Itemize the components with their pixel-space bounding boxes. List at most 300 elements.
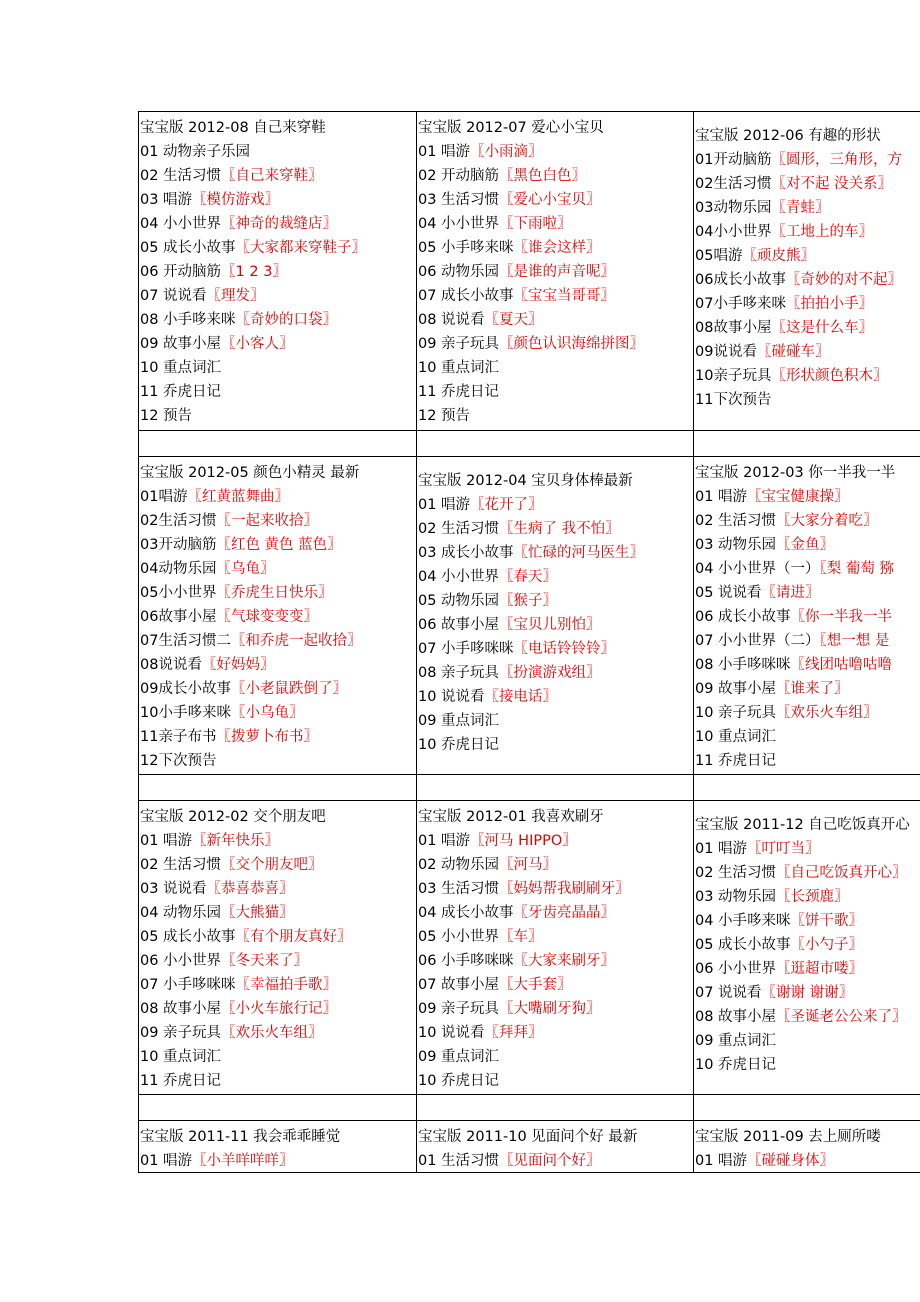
segment-label: 02 生活习惯	[695, 865, 777, 881]
list-item	[418, 733, 693, 757]
list-item	[695, 725, 920, 749]
episode-cell	[694, 1121, 920, 1173]
episode-title: 宝宝版 2011-11 我会乖乖睡觉	[140, 1129, 341, 1145]
segment-label: 02 生活习惯	[140, 857, 222, 873]
spacer-row	[139, 431, 920, 457]
segment-label: 04动物乐园	[140, 561, 217, 577]
segment-label: 09 重点词汇	[418, 713, 500, 729]
segment-item: 〖小老鼠跌倒了〗	[230, 681, 347, 697]
segment-item: 〖大家分着吃〗	[776, 513, 878, 529]
segment-item: 〖黑色白色〗	[499, 168, 587, 184]
list-item	[695, 701, 920, 725]
segment-label: 05 成长小故事	[140, 240, 236, 256]
list-item	[695, 749, 920, 773]
list-item	[418, 925, 693, 949]
list-item	[418, 356, 693, 380]
list-item	[140, 949, 416, 973]
list-item	[695, 885, 920, 909]
list-item	[140, 853, 416, 877]
segment-item: 〖碰碰车〗	[756, 344, 830, 360]
segment-label: 06 成长小故事	[695, 609, 791, 625]
segment-label: 01 唱游	[695, 841, 748, 857]
list-item	[695, 1053, 920, 1077]
list-item	[418, 517, 693, 541]
segment-label: 09 重点词汇	[695, 1033, 777, 1049]
list-item	[695, 292, 920, 316]
segment-label: 01 动物亲子乐园	[140, 144, 251, 160]
segment-item: 〖新年快乐〗	[192, 833, 280, 849]
list-item	[695, 388, 920, 412]
segment-item: 〖扮演游戏组〗	[499, 665, 601, 681]
segment-item: 〖气球变变变〗	[216, 609, 318, 625]
segment-label: 11下次预告	[695, 392, 772, 408]
list-item	[140, 877, 416, 901]
list-item	[418, 997, 693, 1021]
segment-item: 〖大家来刷牙〗	[513, 953, 616, 969]
segment-label: 12 预告	[140, 408, 193, 424]
segment-item: 〖圆形，三角形，方	[771, 152, 902, 168]
list-item	[695, 148, 920, 172]
segment-item: 〖1 2 3〗	[221, 264, 287, 280]
list-item	[418, 1021, 693, 1045]
list-item	[695, 172, 920, 196]
empty-cell	[694, 775, 920, 801]
segment-item: 〖乔虎生日快乐〗	[216, 585, 333, 601]
segment-item: 〖河马 HIPPO〗	[470, 833, 577, 849]
segment-label: 01 唱游	[140, 833, 193, 849]
list-item	[695, 605, 920, 629]
segment-label: 12下次预告	[140, 753, 217, 769]
episode-cell	[417, 457, 694, 775]
segment-label: 10 重点词汇	[695, 729, 777, 745]
segment-label: 05 说说看	[695, 585, 762, 601]
list-item	[140, 140, 416, 164]
list-item	[418, 565, 693, 589]
spacer-row	[139, 775, 920, 801]
segment-item: 〖幸福拍手歌〗	[235, 977, 338, 993]
segment-item: 〖小勺子〗	[790, 937, 864, 953]
segment-item: 〖河马〗	[499, 857, 558, 873]
segment-item: 〖对不起 没关系〗	[771, 176, 893, 192]
segment-item: 〖忙碌的河马医生〗	[513, 545, 645, 561]
segment-label: 04 小小世界	[418, 569, 500, 585]
list-item	[418, 901, 693, 925]
segment-label: 09 故事小屋	[140, 336, 222, 352]
segment-label: 01开动脑筋	[695, 152, 772, 168]
list-item	[140, 308, 416, 332]
segment-label: 11 乔虎日记	[418, 384, 500, 400]
list-item	[418, 1045, 693, 1069]
segment-label: 05唱游	[695, 248, 743, 264]
table-row	[139, 457, 920, 775]
segment-item: 〖有个朋友真好〗	[235, 929, 352, 945]
list-item	[418, 404, 693, 428]
segment-label: 03 动物乐园	[695, 889, 777, 905]
segment-item: 〖谁会这样〗	[513, 240, 601, 256]
segment-label: 10 说说看	[418, 689, 485, 705]
segment-label: 08 故事小屋	[695, 1009, 777, 1025]
segment-label: 01唱游	[140, 489, 188, 505]
segment-item: 〖请进〗	[761, 585, 820, 601]
list-item	[140, 629, 416, 653]
segment-label: 06 动物乐园	[418, 264, 500, 280]
segment-label: 10 重点词汇	[140, 360, 222, 376]
segment-item: 〖欢乐火车组〗	[776, 705, 878, 721]
segment-item: 〖一起来收拾〗	[216, 513, 318, 529]
segment-label: 07 小手哆咪咪	[140, 977, 236, 993]
empty-cell	[139, 431, 417, 457]
list-item	[140, 653, 416, 677]
segment-label: 04小小世界	[695, 224, 772, 240]
list-item	[695, 933, 920, 957]
segment-item: 〖奇妙的口袋〗	[235, 312, 338, 328]
segment-label: 01 唱游	[140, 1153, 193, 1169]
segment-label: 01 唱游	[418, 497, 471, 513]
segment-label: 02生活习惯	[695, 176, 772, 192]
segment-item: 〖车〗	[499, 929, 543, 945]
segment-label: 08 小手哆咪咪	[695, 657, 791, 673]
segment-item: 〖电话铃铃铃〗	[513, 641, 616, 657]
list-item	[418, 380, 693, 404]
list-item	[695, 677, 920, 701]
list-item	[140, 605, 416, 629]
segment-item: 〖逛超市喽〗	[776, 961, 864, 977]
list-item	[140, 485, 416, 509]
segment-item: 〖拜拜〗	[484, 1025, 543, 1041]
segment-label: 04 小手哆来咪	[695, 913, 791, 929]
list-item	[695, 316, 920, 340]
segment-label: 02 开动脑筋	[418, 168, 500, 184]
segment-label: 10亲子玩具	[695, 368, 772, 384]
list-item	[695, 629, 920, 653]
segment-label: 01 唱游	[418, 144, 471, 160]
segment-label: 01 唱游	[418, 833, 471, 849]
list-item	[695, 364, 920, 388]
segment-label: 06成长小故事	[695, 272, 786, 288]
segment-item: 〖谢谢 谢谢〗	[761, 985, 854, 1001]
segment-label: 03 唱游	[140, 192, 193, 208]
list-item	[695, 268, 920, 292]
segment-label: 10 乔虎日记	[418, 1073, 500, 1089]
list-item	[140, 901, 416, 925]
segment-label: 03 说说看	[140, 881, 207, 897]
episode-cell	[417, 112, 694, 431]
list-item	[418, 541, 693, 565]
empty-cell	[417, 431, 694, 457]
episode-title: 宝宝版 2011-09 去上厕所喽	[695, 1129, 881, 1145]
list-item	[140, 212, 416, 236]
segment-item: 〖宝宝当哥哥〗	[513, 288, 616, 304]
segment-item: 〖小乌龟〗	[230, 705, 304, 721]
list-item	[418, 1149, 693, 1173]
table-row	[139, 112, 920, 431]
segment-label: 10 乔虎日记	[695, 1057, 777, 1073]
segment-label: 07 小小世界（二）	[695, 633, 820, 649]
segment-item: 〖谁来了〗	[776, 681, 849, 697]
segment-label: 02 生活习惯	[418, 521, 500, 537]
segment-label: 02 生活习惯	[140, 168, 222, 184]
list-item	[140, 581, 416, 605]
segment-label: 03动物乐园	[695, 200, 772, 216]
segment-item: 〖生病了 我不怕〗	[499, 521, 620, 537]
list-item	[418, 212, 693, 236]
list-item	[418, 589, 693, 613]
segment-item: 〖叮叮当〗	[747, 841, 820, 857]
list-item	[418, 308, 693, 332]
episode-cell	[139, 801, 417, 1095]
list-item	[140, 1069, 416, 1093]
list-item	[695, 340, 920, 364]
segment-label: 11 乔虎日记	[140, 1073, 222, 1089]
list-item	[140, 725, 416, 749]
list-item	[140, 749, 416, 773]
segment-item: 〖这是什么车〗	[771, 320, 873, 336]
list-item	[695, 244, 920, 268]
segment-label: 09 亲子玩具	[140, 1025, 222, 1041]
segment-label: 07 说说看	[695, 985, 762, 1001]
segment-label: 07 故事小屋	[418, 977, 500, 993]
segment-label: 03开动脑筋	[140, 537, 217, 553]
segment-item: 〖拨萝卜布书〗	[216, 729, 318, 745]
segment-item: 〖夏天〗	[484, 312, 543, 328]
list-item	[140, 188, 416, 212]
list-item	[418, 236, 693, 260]
segment-label: 05 动物乐园	[418, 593, 500, 609]
list-item	[140, 557, 416, 581]
list-item	[140, 380, 416, 404]
list-item	[140, 701, 416, 725]
segment-item: 〖红色 黄色 蓝色〗	[216, 537, 342, 553]
episode-cell	[694, 801, 920, 1095]
segment-item: 〖交个朋友吧〗	[221, 857, 323, 873]
segment-label: 09 亲子玩具	[418, 336, 500, 352]
segment-item: 〖小客人〗	[221, 336, 294, 352]
list-item	[140, 284, 416, 308]
segment-item: 〖春天〗	[499, 569, 558, 585]
list-item	[140, 1149, 416, 1173]
list-item	[418, 853, 693, 877]
segment-item: 〖小羊咩咩咩〗	[192, 1153, 294, 1169]
segment-item: 〖拍拍小手〗	[785, 296, 873, 312]
segment-label: 04 小小世界	[418, 216, 500, 232]
list-item	[140, 925, 416, 949]
segment-label: 11亲子布书	[140, 729, 217, 745]
segment-item: 〖小雨滴〗	[470, 144, 543, 160]
episode-title: 宝宝版 2012-01 我喜欢刷牙	[418, 809, 604, 825]
list-item	[418, 949, 693, 973]
segment-item: 〖是谁的声音呢〗	[499, 264, 616, 280]
list-item	[695, 533, 920, 557]
segment-item: 〖大嘴刷牙狗〗	[499, 1001, 601, 1017]
segment-label: 03 动物乐园	[695, 537, 777, 553]
segment-label: 08 说说看	[418, 312, 485, 328]
list-item	[418, 877, 693, 901]
segment-item: 〖圣诞老公公来了〗	[776, 1009, 907, 1025]
table-row	[139, 801, 920, 1095]
segment-item: 〖冬天来了〗	[221, 953, 309, 969]
list-item	[140, 1021, 416, 1045]
segment-item: 〖和乔虎一起收拾〗	[230, 633, 362, 649]
list-item	[695, 653, 920, 677]
segment-item: 〖红黄蓝舞曲〗	[187, 489, 289, 505]
segment-item: 〖神奇的裁缝店〗	[221, 216, 338, 232]
list-item	[140, 164, 416, 188]
list-item	[418, 829, 693, 853]
list-item	[418, 613, 693, 637]
segment-label: 09成长小故事	[140, 681, 231, 697]
episode-title: 宝宝版 2011-10 见面问个好 最新	[418, 1129, 638, 1145]
segment-label: 08说说看	[140, 657, 202, 673]
segment-item: 〖大家都来穿鞋子〗	[235, 240, 367, 256]
segment-item: 〖乌龟〗	[216, 561, 275, 577]
segment-item: 〖见面问个好〗	[499, 1153, 601, 1169]
segment-item: 〖牙齿亮晶晶〗	[513, 905, 616, 921]
list-item	[140, 677, 416, 701]
segment-item: 〖大手套〗	[499, 977, 572, 993]
segment-label: 05 小小世界	[418, 929, 500, 945]
segment-label: 02生活习惯	[140, 513, 217, 529]
segment-item: 〖自己来穿鞋〗	[221, 168, 323, 184]
list-item	[418, 709, 693, 733]
segment-label: 05 小手哆来咪	[418, 240, 514, 256]
segment-label: 10小手哆来咪	[140, 705, 231, 721]
segment-item: 〖小火车旅行记〗	[221, 1001, 338, 1017]
empty-cell	[139, 775, 417, 801]
segment-label: 07 成长小故事	[418, 288, 514, 304]
segment-label: 02 动物乐园	[418, 857, 500, 873]
list-item	[418, 973, 693, 997]
segment-label: 09说说看	[695, 344, 757, 360]
schedule-table	[138, 111, 920, 1173]
list-item	[695, 1005, 920, 1029]
segment-label: 04 小小世界（一）	[695, 561, 820, 577]
list-item	[695, 909, 920, 933]
segment-label: 01 生活习惯	[418, 1153, 500, 1169]
segment-label: 09 亲子玩具	[418, 1001, 500, 1017]
list-item	[695, 557, 920, 581]
segment-item: 〖长颈鹿〗	[776, 889, 849, 905]
segment-label: 09 重点词汇	[418, 1049, 500, 1065]
episode-cell	[417, 1121, 694, 1173]
list-item	[695, 485, 920, 509]
segment-label: 10 重点词汇	[418, 360, 500, 376]
episode-cell	[694, 112, 920, 431]
segment-item: 〖青蛙〗	[771, 200, 830, 216]
list-item	[140, 509, 416, 533]
list-item	[695, 981, 920, 1005]
segment-label: 10 亲子玩具	[695, 705, 777, 721]
segment-label: 05 成长小故事	[695, 937, 791, 953]
segment-item: 〖花开了〗	[470, 497, 543, 513]
episode-title: 宝宝版 2012-05 颜色小精灵 最新	[140, 465, 360, 481]
segment-item: 〖爱心小宝贝〗	[499, 192, 601, 208]
segment-label: 04 小小世界	[140, 216, 222, 232]
segment-label: 02 生活习惯	[695, 513, 777, 529]
segment-label: 11 乔虎日记	[140, 384, 222, 400]
list-item	[695, 509, 920, 533]
segment-item: 〖你一半我一半	[790, 609, 893, 625]
segment-label: 11 乔虎日记	[695, 753, 777, 769]
segment-item: 〖奇妙的对不起〗	[785, 272, 902, 288]
segment-item: 〖好妈妈〗	[201, 657, 275, 673]
empty-cell	[417, 775, 694, 801]
segment-item: 〖颜色认识海绵拼图〗	[499, 336, 645, 352]
segment-label: 06 小小世界	[140, 953, 222, 969]
segment-item: 〖碰碰身体〗	[747, 1153, 835, 1169]
segment-label: 03 生活习惯	[418, 881, 500, 897]
list-item	[140, 404, 416, 428]
episode-title: 宝宝版 2012-08 自己来穿鞋	[140, 120, 326, 136]
episode-cell	[139, 112, 417, 431]
list-item	[695, 196, 920, 220]
segment-item: 〖模仿游戏〗	[192, 192, 280, 208]
segment-label: 07小手哆来咪	[695, 296, 786, 312]
list-item	[140, 332, 416, 356]
episode-cell	[417, 801, 694, 1095]
segment-item: 〖梨 葡萄 猕	[819, 561, 895, 577]
segment-label: 08故事小屋	[695, 320, 772, 336]
list-item	[418, 332, 693, 356]
spacer-row	[139, 1095, 920, 1121]
empty-cell	[139, 1095, 417, 1121]
segment-label: 08 亲子玩具	[418, 665, 500, 681]
segment-label: 04 动物乐园	[140, 905, 222, 921]
segment-label: 03 成长小故事	[418, 545, 514, 561]
list-item	[418, 188, 693, 212]
segment-label: 10 说说看	[418, 1025, 485, 1041]
episode-title: 宝宝版 2012-04 宝贝身体棒最新	[418, 473, 633, 489]
list-item	[418, 685, 693, 709]
segment-item: 〖宝宝健康操〗	[747, 489, 849, 505]
segment-label: 06故事小屋	[140, 609, 217, 625]
segment-item: 〖形状颜色积木〗	[771, 368, 888, 384]
segment-item: 〖顽皮熊〗	[742, 248, 815, 264]
episode-title: 宝宝版 2011-12 自己吃饭真开心	[695, 817, 910, 833]
list-item	[140, 260, 416, 284]
segment-label: 08 故事小屋	[140, 1001, 222, 1017]
list-item	[418, 284, 693, 308]
segment-item: 〖猴子〗	[499, 593, 558, 609]
segment-item: 〖理发〗	[206, 288, 265, 304]
list-item	[418, 164, 693, 188]
list-item	[418, 1069, 693, 1093]
segment-label: 06 开动脑筋	[140, 264, 222, 280]
list-item	[695, 957, 920, 981]
list-item	[695, 861, 920, 885]
list-item	[140, 997, 416, 1021]
episode-title: 宝宝版 2012-06 有趣的形状	[695, 128, 881, 144]
list-item	[695, 837, 920, 861]
segment-item: 〖饼干歌〗	[790, 913, 864, 929]
episode-title: 宝宝版 2012-03 你一半我一半	[695, 465, 896, 481]
list-item	[140, 829, 416, 853]
segment-item: 〖大熊猫〗	[221, 905, 294, 921]
list-item	[140, 236, 416, 260]
segment-label: 05小小世界	[140, 585, 217, 601]
segment-item: 〖恭喜恭喜〗	[206, 881, 294, 897]
segment-label: 08 小手哆来咪	[140, 312, 236, 328]
segment-label: 07 小手哆咪咪	[418, 641, 514, 657]
episode-title: 宝宝版 2012-02 交个朋友吧	[140, 809, 326, 825]
list-item	[140, 973, 416, 997]
segment-label: 03 生活习惯	[418, 192, 500, 208]
list-item	[418, 637, 693, 661]
empty-cell	[694, 1095, 920, 1121]
list-item	[418, 140, 693, 164]
segment-label: 10 乔虎日记	[418, 737, 500, 753]
segment-label: 07 说说看	[140, 288, 207, 304]
episode-cell	[139, 457, 417, 775]
